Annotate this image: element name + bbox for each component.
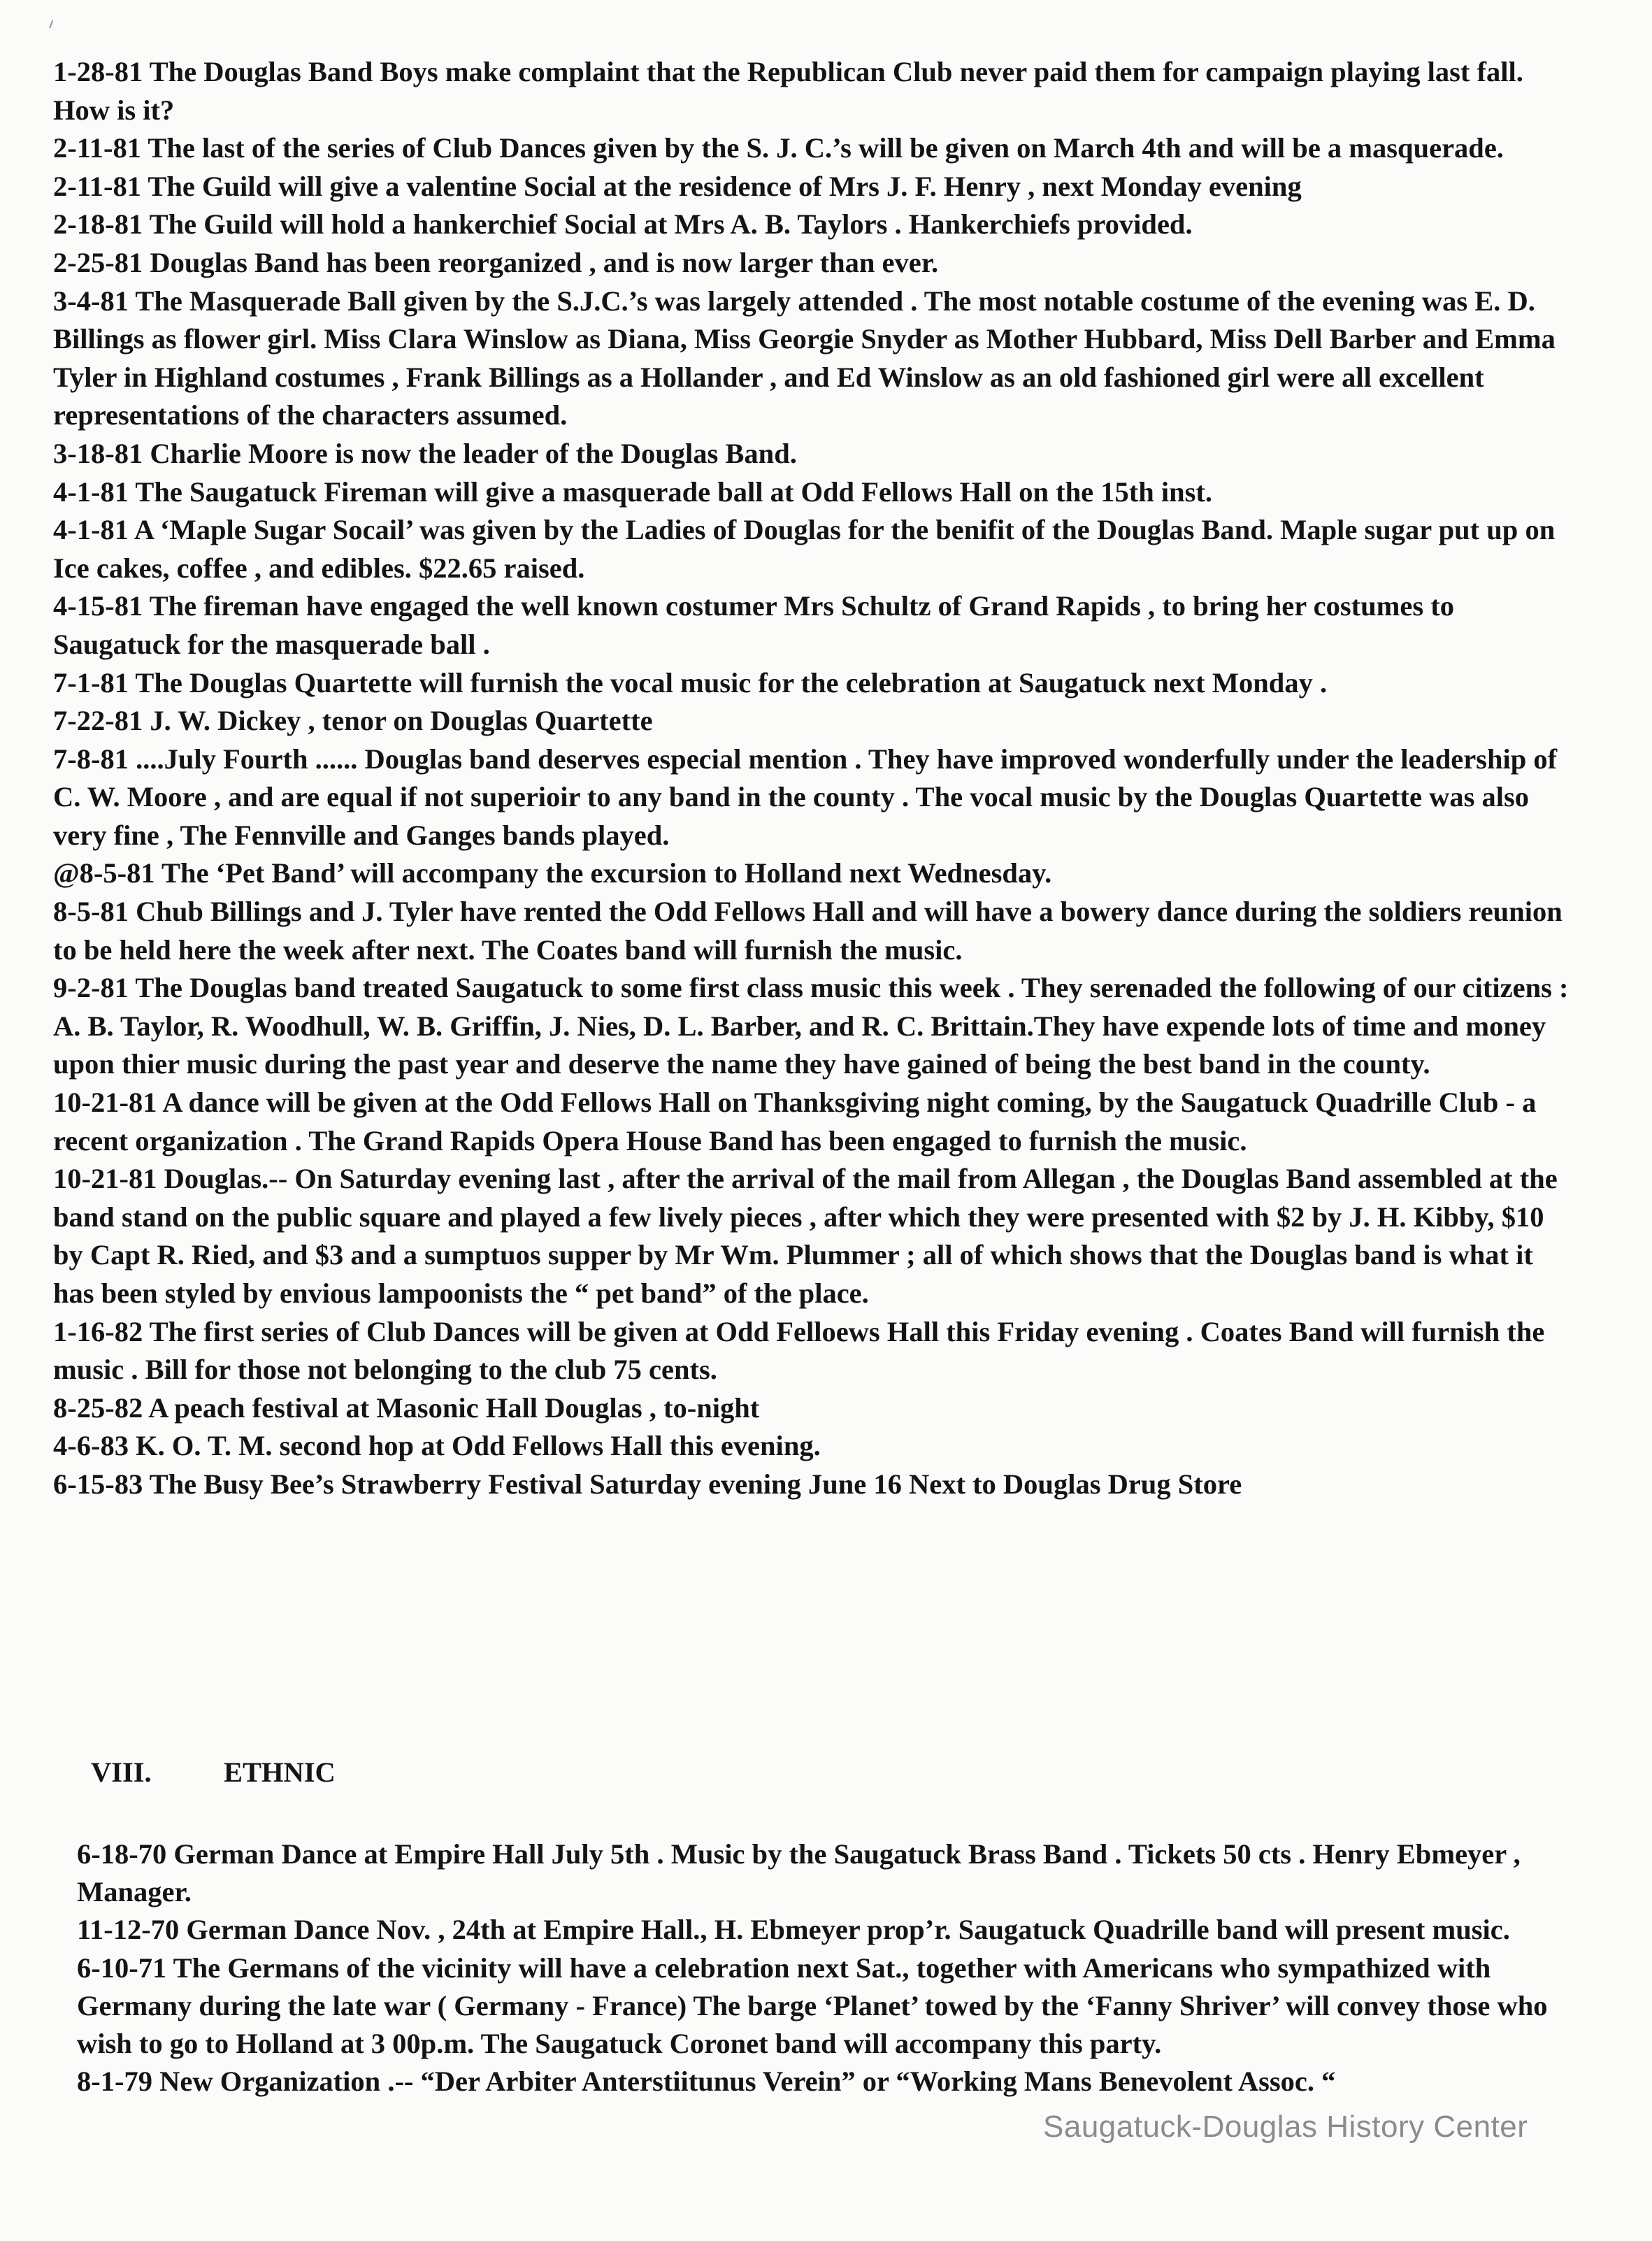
list-item: 7-8-81 ....July Fourth ...... Douglas band deserves especial mention . They have improved wonderfully under the leadership of C. W. Moore , and are equal if not superioir to any band in the county . The vocal music by the Douglas Quartette was also very fine , The Fennville and Ganges bands played. <box>53 743 1558 851</box>
ethnic-entries-list <box>77 1835 1601 2100</box>
section-title: ETHNIC <box>224 1756 336 1788</box>
list-item: 10-21-81 A dance will be given at the Odd Fellows Hall on Thanksgiving night coming, by the Saugatuck Quadrille Club - a recent organization . The Grand Rapids Opera House Band has been engaged to furnish the music. <box>53 1087 1537 1157</box>
list-item: 6-18-70 German Dance at Empire Hall July 5th . Music by the Saugatuck Brass Band . Tickets 50 cts . Henry Ebmeyer , Manager. <box>77 1838 1521 1908</box>
list-item: 11-12-70 German Dance Nov. , 24th at Empire Hall., H. Ebmeyer prop’r. Saugatuck Quadrille band will present music. <box>77 1914 1510 1946</box>
list-item: 6-15-83 The Busy Bee’s Strawberry Festival Saturday evening June 16 Next to Douglas Drug Store <box>53 1468 1242 1500</box>
list-item: 4-15-81 The fireman have engaged the well known costumer Mrs Schultz of Grand Rapids , to bring her costumes to Saugatuck for the masquerade ball . <box>53 590 1454 660</box>
list-item: 6-10-71 The Germans of the vicinity will have a celebration next Sat., together with Americans who sympathized with Germany during the late war ( Germany - France) The barge ‘Planet’ towed by the ‘Fanny Shriver’ will convey those who wish to go to Holland at 3 00p.m. The Saugatuck Coronet band will accompany this party. <box>77 1952 1548 2060</box>
list-item: 10-21-81 Douglas.-- On Saturday evening last , after the arrival of the mail from Allegan , the Douglas Band assembled at the band stand on the public square and played a few lively pieces , after which they were presented with $2 by J. H. Kibby, $10 by Capt R. Ried, and $3 and a sumptuos supper by Mr Wm. Plummer ; all of which shows that the Douglas band is what it has been styled by envious lampoonists the “ pet band” of the place. <box>53 1163 1558 1309</box>
list-item: 3-18-81 Charlie Moore is now the leader of the Douglas Band. <box>53 437 797 469</box>
band-entries-list <box>53 53 1577 1504</box>
list-item: 1-28-81 The Douglas Band Boys make complaint that the Republican Club never paid them for campaign playing last fall. How is it? <box>53 56 1523 126</box>
list-item: 2-25-81 Douglas Band has been reorganized , and is now larger than ever. <box>53 246 939 278</box>
list-item: 8-25-82 A peach festival at Masonic Hall Douglas , to-night <box>53 1391 760 1424</box>
list-item: 7-1-81 The Douglas Quartette will furnish the vocal music for the celebration at Saugatuck next Monday . <box>53 666 1328 699</box>
list-item: 1-16-82 The first series of Club Dances will be given at Odd Felloews Hall this Friday evening . Coates Band will furnish the music . Bill for those not belonging to the club 75 cents. <box>53 1315 1545 1386</box>
stray-pen-mark <box>49 20 59 31</box>
history-center-watermark: Saugatuck-Douglas History Center <box>1043 2110 1528 2144</box>
list-item: 2-11-81 The Guild will give a valentine Social at the residence of Mrs J. F. Henry , next Monday evening <box>53 170 1302 202</box>
list-item: @8-5-81 The ‘Pet Band’ will accompany the excursion to Holland next Wednesday. <box>53 857 1052 889</box>
list-item: 4-6-83 K. O. T. M. second hop at Odd Fellows Hall this evening. <box>53 1430 821 1462</box>
section-number: VIII. <box>91 1756 152 1788</box>
list-item: 2-18-81 The Guild will hold a hankerchief Social at Mrs A. B. Taylors . Hankerchiefs provided. <box>53 208 1193 241</box>
list-item: 9-2-81 The Douglas band treated Saugatuck to some first class music this week . They serenaded the following of our citizens : A. B. Taylor, R. Woodhull, W. B. Griffin, J. Nies, D. L. Barber, and R. C. Brittain.They have expende lots of time and money upon thier music during the past year and deserve the name they have gained of being the best band in the county. <box>53 972 1569 1080</box>
list-item: 7-22-81 J. W. Dickey , tenor on Douglas Quartette <box>53 705 653 737</box>
section-heading <box>91 1754 336 1791</box>
list-item: 3-4-81 The Masquerade Ball given by the S.J.C.’s was largely attended . The most notable costume of the evening was E. D. Billings as flower girl. Miss Clara Winslow as Diana, Miss Georgie Snyder as Mother Hubbard, Miss Dell Barber and Emma Tyler in Highland costumes , Frank Billings as a Hollander , and Ed Winslow as an old fashioned girl were all excellent representations of the characters assumed. <box>53 285 1556 431</box>
list-item: 4-1-81 A ‘Maple Sugar Socail’ was given by the Ladies of Douglas for the benifit of the Douglas Band. Maple sugar put up on Ice cakes, coffee , and edibles. $22.65 raised. <box>53 514 1556 584</box>
list-item: 8-5-81 Chub Billings and J. Tyler have rented the Odd Fellows Hall and will have a bowery dance during the soldiers reunion to be held here the week after next. The Coates band will furnish the music. <box>53 896 1563 966</box>
list-item: 2-11-81 The last of the series of Club Dances given by the S. J. C.’s will be given on March 4th and will be a masquerade. <box>53 132 1504 164</box>
list-item: 4-1-81 The Saugatuck Fireman will give a masquerade ball at Odd Fellows Hall on the 15th inst. <box>53 475 1212 508</box>
list-item: 8-1-79 New Organization .-- “Der Arbiter Anterstiitunus Verein” or “Working Mans Benevolent Assoc. “ <box>77 2065 1336 2098</box>
